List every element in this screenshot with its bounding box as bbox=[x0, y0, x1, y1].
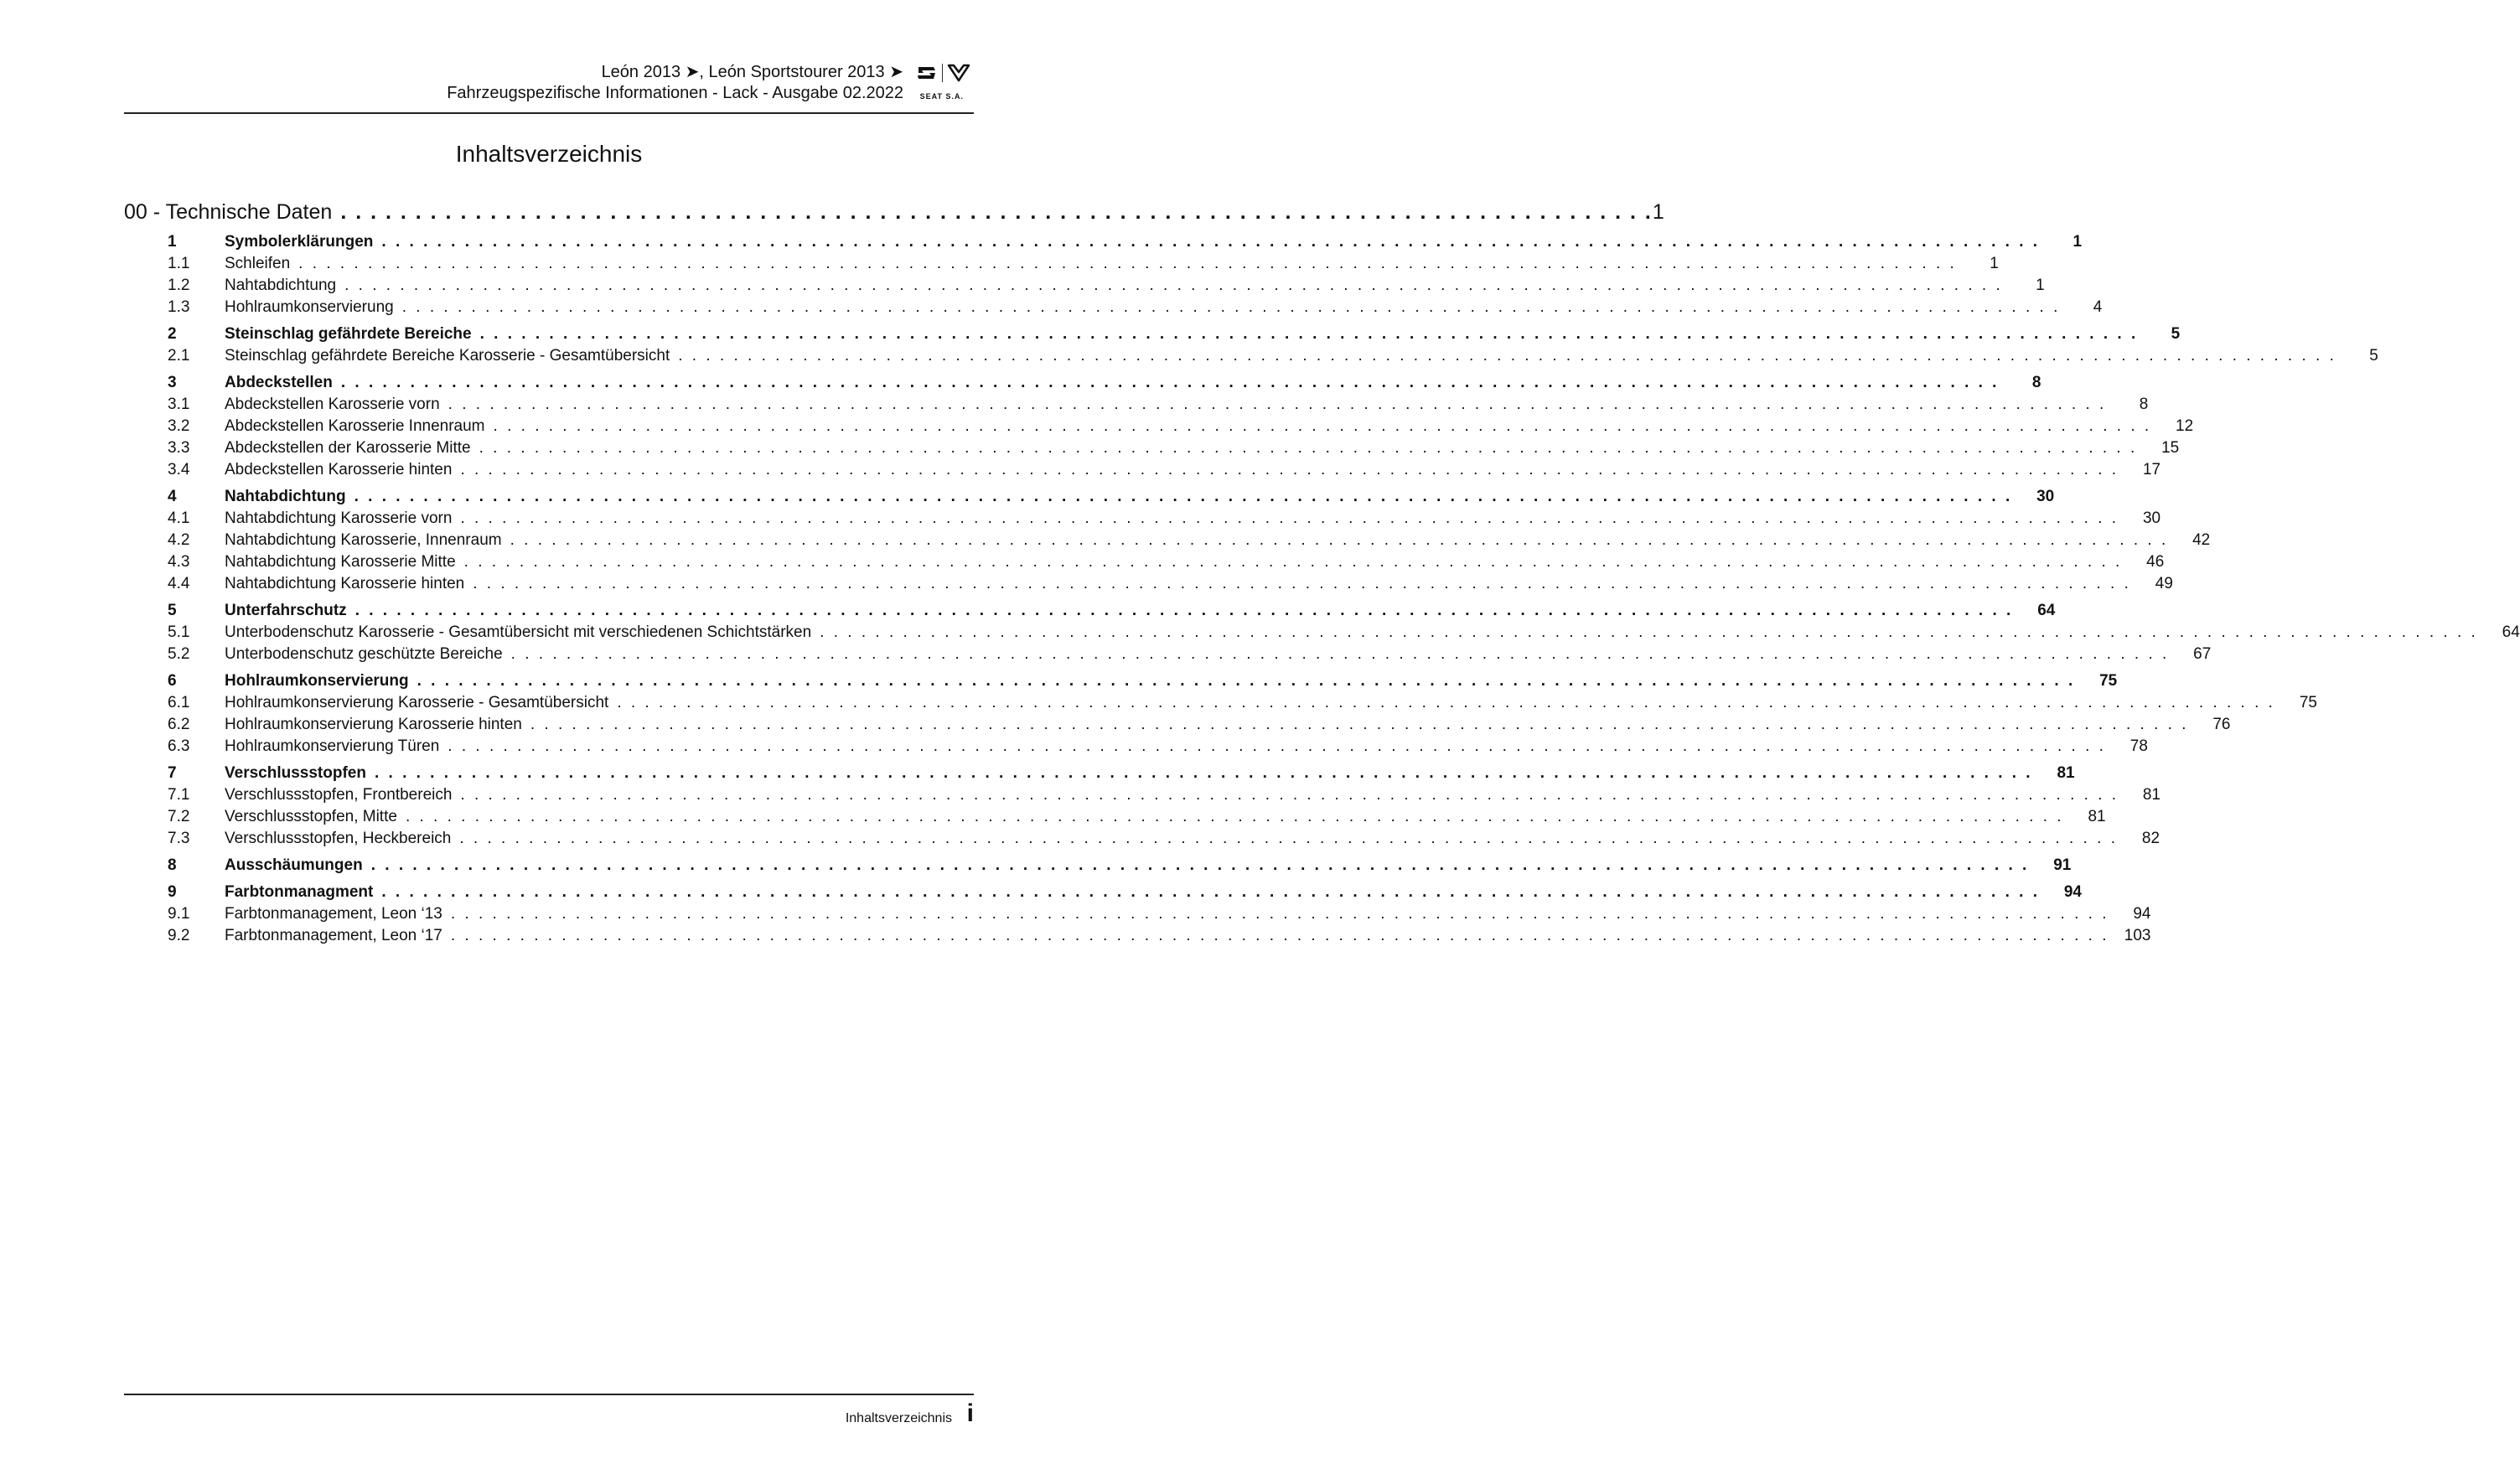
toc-entry-number: 9.2 bbox=[168, 927, 190, 944]
toc-dot-leader: . . . . . . . . . . . . . . . . . . . . . . . . . . . . . . . . . . . . . . . . . . . . . . . . . . . . . . . . . . . . . . . . . . . . . . . . . . . . . . . . . . . . . . . . . . . . . . . . . . . . . . . . . . . . . . . . . . . . . . . . bbox=[450, 927, 2109, 944]
logo-caption: SEAT S.A. bbox=[919, 92, 964, 101]
toc-dot-leader: . . . . . . . . . . . . . . . . . . . . . . . . . . . . . . . . . . . . . . . . . . . . . . . . . . . . . . . . . . . . . . . . . . . . . . . . . . . . . . . . . . . . . . . . . . . . . . . . . . . . . . . . . . . . . . . . . . . . . . . . bbox=[617, 694, 2275, 711]
toc-entry-title: Steinschlag gefährdete Bereiche Karosserie - Gesamtübersicht bbox=[225, 347, 670, 365]
toc-subsection-row[interactable] bbox=[124, 573, 2173, 595]
toc-entry-page: 64 bbox=[2037, 602, 2056, 619]
toc-dot-leader: . . . . . . . . . . . . . . . . . . . . . . . . . . . . . . . . . . . . . . . . . . . . . . . . . . . . . . . . . . . . . . . . . . . . . . . . . . . . . . . . . . . . . . . . bbox=[340, 200, 1653, 224]
toc-section-row[interactable] bbox=[124, 855, 2072, 877]
toc-chapter-page: 1 bbox=[1652, 200, 1664, 224]
toc-dot-leader: . . . . . . . . . . . . . . . . . . . . . . . . . . . . . . . . . . . . . . . . . . . . . . . . . . . . . . . . . . . . . . . . . . . . . . . . . . . . . . . . . . . . . . . . . . . . . . . . . . . . . . . . . . . . . . . . . . . . . . . . bbox=[678, 347, 2336, 365]
toc-entry-number: 6.3 bbox=[168, 737, 190, 755]
toc-subsection-row[interactable] bbox=[124, 437, 2180, 459]
toc-entry-title: Farbtonmanagement, Leon ‘13 bbox=[225, 905, 442, 923]
toc-entry-number: 1.3 bbox=[168, 298, 190, 316]
toc-entry-page: 8 bbox=[2139, 396, 2149, 413]
toc-entry-number: 4.3 bbox=[168, 553, 190, 571]
toc-dot-leader: . . . . . . . . . . . . . . . . . . . . . . . . . . . . . . . . . . . . . . . . . . . . . . . . . . . . . . . . . . . . . . . . . . . . . . . . . . . . . . . . . . . . . . . . . . . . . . . . . . . . . . . . . . . . . . . . . . . . . . . . bbox=[354, 488, 2013, 505]
toc-entry-number: 5.1 bbox=[168, 623, 190, 641]
toc-subsection-row[interactable] bbox=[124, 394, 2149, 416]
toc-dot-leader: . . . . . . . . . . . . . . . . . . . . . . . . . . . . . . . . . . . . . . . . . . . . . . . . . . . . . . . . . . . . . . . . . . . . . . . . . . . . . . . . . . . . . . . . . . . . . . . . . . . . . . . . . . . . . . . . . . . . . . . . bbox=[510, 645, 2170, 663]
toc-entry-title: Farbtonmanagment bbox=[225, 883, 374, 901]
toc-entry-title: Abdeckstellen Karosserie Innenraum bbox=[225, 417, 485, 435]
toc-dot-leader: . . . . . . . . . . . . . . . . . . . . . . . . . . . . . . . . . . . . . . . . . . . . . . . . . . . . . . . . . . . . . . . . . . . . . . . . . . . . . . . . . . . . . . . . . . . . . . . . . . . . . . . . . . . . . . . . . . . . . . . . bbox=[417, 672, 2076, 690]
toc-entry-page: 8 bbox=[2031, 374, 2041, 391]
toc-dot-leader: . . . . . . . . . . . . . . . . . . . . . . . . . . . . . . . . . . . . . . . . . . . . . . . . . . . . . . . . . . . . . . . . . . . . . . . . . . . . . . . . . . . . . . . . . . . . . . . . . . . . . . . . . . . . . . . . . . . . . . . . bbox=[340, 374, 2000, 391]
toc-entry-page: 1 bbox=[1990, 255, 1999, 272]
page-title: Inhaltsverzeichnis bbox=[455, 141, 643, 167]
toc-entry-title: Hohlraumkonservierung Karosserie - Gesamtübersicht bbox=[225, 694, 609, 711]
toc-entry-title: Verschlussstopfen, Heckbereich bbox=[225, 830, 452, 847]
toc-entry-page: 81 bbox=[2088, 808, 2106, 825]
toc-subsection-row[interactable] bbox=[124, 784, 2161, 806]
toc-entry-number: 4.2 bbox=[168, 531, 190, 549]
toc-subsection-row[interactable] bbox=[124, 297, 2103, 318]
toc-entry-number: 9 bbox=[168, 883, 177, 901]
toc-entry-page: 91 bbox=[2053, 856, 2072, 874]
toc-subsection-row[interactable] bbox=[124, 508, 2161, 530]
toc-entry-page: 78 bbox=[2129, 737, 2148, 755]
toc-dot-leader: . . . . . . . . . . . . . . . . . . . . . . . . . . . . . . . . . . . . . . . . . . . . . . . . . . . . . . . . . . . . . . . . . . . . . . . . . . . . . . . . . . . . . . . . . . . . . . . . . . . . . . . . . . . . . . . . . . . . . . . . bbox=[479, 439, 2138, 457]
toc-entry-number: 5.2 bbox=[168, 645, 190, 663]
toc-entry-page: 49 bbox=[2155, 575, 2173, 592]
toc-entry-number: 2.1 bbox=[168, 347, 190, 365]
toc-dot-leader: . . . . . . . . . . . . . . . . . . . . . . . . . . . . . . . . . . . . . . . . . . . . . . . . . . . . . . . . . . . . . . . . . . . . . . . . . . . . . . . . . . . . . . . . . . . . . . . . . . . . . . . . . . . . . . . . . . . . . . . . bbox=[530, 716, 2189, 733]
toc-dot-leader: . . . . . . . . . . . . . . . . . . . . . . . . . . . . . . . . . . . . . . . . . . . . . . . . . . . . . . . . . . . . . . . . . . . . . . . . . . . . . . . . . . . . . . . . . . . . . . . . . . . . . . . . . . . . . . . . . . . . . . . . bbox=[459, 830, 2119, 847]
toc-subsection-row[interactable] bbox=[124, 253, 1999, 275]
toc-dot-leader: . . . . . . . . . . . . . . . . . . . . . . . . . . . . . . . . . . . . . . . . . . . . . . . . . . . . . . . . . . . . . . . . . . . . . . . . . . . . . . . . . . . . . . . . . . . . . . . . . . . . . . . . . . . . . . . . . . . . . . . . bbox=[354, 602, 2014, 619]
toc-entry-page: 67 bbox=[2193, 645, 2212, 663]
toc-entry-title: Nahtabdichtung bbox=[225, 488, 346, 505]
toc-entry-number: 2 bbox=[168, 325, 177, 343]
toc-entry-number: 6 bbox=[168, 672, 177, 690]
toc-subsection-row[interactable] bbox=[124, 692, 2317, 714]
toc-subsection-row[interactable] bbox=[124, 530, 2211, 551]
toc-dot-leader: . . . . . . . . . . . . . . . . . . . . . . . . . . . . . . . . . . . . . . . . . . . . . . . . . . . . . . . . . . . . . . . . . . . . . . . . . . . . . . . . . . . . . . . . . . . . . . . . . . . . . . . . . . . . . . . . . . . . . . . . bbox=[450, 905, 2109, 923]
toc-subsection-row[interactable] bbox=[124, 903, 2151, 925]
toc-section-row[interactable] bbox=[124, 486, 2055, 508]
toc-subsection-row[interactable] bbox=[124, 714, 2231, 736]
header-rule bbox=[124, 112, 974, 114]
toc-dot-leader: . . . . . . . . . . . . . . . . . . . . . . . . . . . . . . . . . . . . . . . . . . . . . . . . . . . . . . . . . . . . . . . . . . . . . . . . . . . . . . . . . . . . . . . . . . . . . . . . . . . . . . . . . . . . . . . . . . . . . . . . bbox=[510, 531, 2169, 549]
toc-entry-number: 3 bbox=[168, 374, 177, 391]
toc-dot-leader: . . . . . . . . . . . . . . . . . . . . . . . . . . . . . . . . . . . . . . . . . . . . . . . . . . . . . . . . . . . . . . . . . . . . . . . . . . . . . . . . . . . . . . . . . . . . . . . . . . . . . . . . . . . . . . . . . . . . . . . . bbox=[479, 325, 2139, 343]
toc-entry-title: Verschlussstopfen, Mitte bbox=[225, 808, 397, 825]
toc-entry-number: 3.2 bbox=[168, 417, 190, 435]
toc-entry-title: Hohlraumkonservierung Karosserie hinten bbox=[225, 716, 522, 733]
toc-entry-number: 6.1 bbox=[168, 694, 190, 711]
footer-rule bbox=[124, 1394, 974, 1395]
toc-entry-title: Abdeckstellen Karosserie hinten bbox=[225, 461, 453, 478]
toc-subsection-row[interactable] bbox=[124, 275, 2045, 297]
toc-entry-title: Nahtabdichtung Karosserie, Innenraum bbox=[225, 531, 502, 549]
toc-entry-page: 30 bbox=[2036, 488, 2055, 505]
toc-entry-number: 7.1 bbox=[168, 786, 190, 804]
toc-subsection-row[interactable] bbox=[124, 551, 2165, 573]
toc-dot-leader: . . . . . . . . . . . . . . . . . . . . . . . . . . . . . . . . . . . . . . . . . . . . . . . . . . . . . . . . . . . . . . . . . . . . . . . . . . . . . . . . . . . . . . . . . . . . . . . . . . . . . . . . . . . . . . . . . . . . . . . . bbox=[298, 255, 1957, 272]
toc-entry-title: Farbtonmanagement, Leon ‘17 bbox=[225, 927, 442, 944]
toc-subsection-row[interactable] bbox=[124, 828, 2160, 850]
toc-dot-leader: . . . . . . . . . . . . . . . . . . . . . . . . . . . . . . . . . . . . . . . . . . . . . . . . . . . . . . . . . . . . . . . . . . . . . . . . . . . . . . . . . . . . . . . . . . . . . . . . . . . . . . . . . . . . . . . . . . . . . . . . bbox=[381, 233, 2041, 251]
toc-entry-title: Hohlraumkonservierung Türen bbox=[225, 737, 440, 755]
toc-dot-leader: . . . . . . . . . . . . . . . . . . . . . . . . . . . . . . . . . . . . . . . . . . . . . . . . . . . . . . . . . . . . . . . . . . . . . . . . . . . . . . . . . . . . . . . . . . . . . . . . . . . . . . . . . . . . . . . . . . . . . . . . bbox=[448, 396, 2107, 413]
toc-entry-title: Abdeckstellen der Karosserie Mitte bbox=[225, 439, 471, 457]
header-vehicle-line: León 2013 ➤, León Sportstourer 2013 ➤ bbox=[601, 63, 903, 81]
toc-dot-leader: . . . . . . . . . . . . . . . . . . . . . . . . . . . . . . . . . . . . . . . . . . . . . . . . . . . . . . . . . . . . . . . . . . . . . . . . . . . . . . . . . . . . . . . . . . . . . . . . . . . . . . . . . . . . . . . . . . . . . . . . bbox=[344, 277, 2003, 294]
toc-dot-leader: . . . . . . . . . . . . . . . . . . . . . . . . . . . . . . . . . . . . . . . . . . . . . . . . . . . . . . . . . . . . . . . . . . . . . . . . . . . . . . . . . . . . . . . . . . . . . . . . . . . . . . . . . . . . . . . . . . . . . . . . bbox=[820, 623, 2478, 641]
toc-entry-title: Abdeckstellen Karosserie vorn bbox=[225, 396, 440, 413]
toc-section-row[interactable] bbox=[124, 763, 2075, 784]
toc-entry-page: 46 bbox=[2146, 553, 2165, 571]
toc-dot-leader: . . . . . . . . . . . . . . . . . . . . . . . . . . . . . . . . . . . . . . . . . . . . . . . . . . . . . . . . . . . . . . . . . . . . . . . . . . . . . . . . . . . . . . . . . . . . . . . . . . . . . . . . . . . . . . . . . . . . . . . . bbox=[460, 786, 2119, 804]
toc-entry-title: Steinschlag gefährdete Bereiche bbox=[225, 325, 472, 343]
toc-entry-title: Nahtabdichtung Karosserie hinten bbox=[225, 575, 465, 592]
toc-section-row[interactable] bbox=[124, 372, 2041, 394]
toc-entry-page: 5 bbox=[2369, 347, 2378, 365]
header-text bbox=[447, 62, 903, 104]
toc-entry-page: 76 bbox=[2212, 716, 2231, 733]
header-publication-line: Fahrzeugspezifische Informationen - Lack - Ausgabe 02.2022 bbox=[447, 84, 903, 102]
seat-cupra-logo bbox=[915, 62, 974, 112]
toc-dot-leader: . . . . . . . . . . . . . . . . . . . . . . . . . . . . . . . . . . . . . . . . . . . . . . . . . . . . . . . . . . . . . . . . . . . . . . . . . . . . . . . . . . . . . . . . . . . . . . . . . . . . . . . . . . . . . . . . . . . . . . . . bbox=[473, 575, 2131, 592]
toc-entry-number: 4 bbox=[168, 488, 177, 505]
toc-entry-page: 64 bbox=[2502, 623, 2520, 641]
toc-entry-number: 3.1 bbox=[168, 396, 190, 413]
toc-entry-page: 75 bbox=[2099, 672, 2118, 690]
toc-dot-leader: . . . . . . . . . . . . . . . . . . . . . . . . . . . . . . . . . . . . . . . . . . . . . . . . . . . . . . . . . . . . . . . . . . . . . . . . . . . . . . . . . . . . . . . . . . . . . . . . . . . . . . . . . . . . . . . . . . . . . . . . bbox=[448, 737, 2106, 755]
toc-entry-page: 1 bbox=[2072, 233, 2083, 251]
toc-dot-leader: . . . . . . . . . . . . . . . . . . . . . . . . . . . . . . . . . . . . . . . . . . . . . . . . . . . . . . . . . . . . . . . . . . . . . . . . . . . . . . . . . . . . . . . . . . . . . . . . . . . . . . . . . . . . . . . . . . . . . . . . bbox=[405, 808, 2064, 825]
toc-entry-title: Nahtabdichtung Karosserie Mitte bbox=[225, 553, 456, 571]
toc-section-row[interactable] bbox=[124, 323, 2181, 345]
toc-subsection-row[interactable] bbox=[124, 736, 2148, 758]
toc-subsection-row[interactable] bbox=[124, 925, 2151, 947]
toc-entry-title: Unterbodenschutz Karosserie - Gesamtübersicht mit verschiedenen Schichtstärken bbox=[225, 623, 812, 641]
toc-entries bbox=[124, 231, 2520, 947]
toc-dot-leader: . . . . . . . . . . . . . . . . . . . . . . . . . . . . . . . . . . . . . . . . . . . . . . . . . . . . . . . . . . . . . . . . . . . . . . . . . . . . . . . . . . . . . . . . . . . . . . . . . . . . . . . . . . . . . . . . . . . . . . . . bbox=[463, 553, 2123, 571]
toc-subsection-row[interactable] bbox=[124, 622, 2520, 644]
toc-section-row[interactable] bbox=[124, 600, 2056, 622]
toc-entry-title: Nahtabdichtung Karosserie vorn bbox=[225, 509, 453, 527]
page-header bbox=[124, 62, 974, 112]
toc-dot-leader: . . . . . . . . . . . . . . . . . . . . . . . . . . . . . . . . . . . . . . . . . . . . . . . . . . . . . . . . . . . . . . . . . . . . . . . . . . . . . . . . . . . . . . . . . . . . . . . . . . . . . . . . . . . . . . . . . . . . . . . . bbox=[381, 883, 2040, 901]
toc-entry-title: Verschlussstopfen bbox=[225, 764, 366, 782]
toc-subsection-row[interactable] bbox=[124, 345, 2378, 367]
toc-entry-number: 6.2 bbox=[168, 716, 190, 733]
toc-entry-page: 15 bbox=[2161, 439, 2180, 457]
toc-entry-title: Schleifen bbox=[225, 255, 291, 272]
toc-entry-number: 5 bbox=[168, 602, 177, 619]
toc-entry-title: Symbolerklärungen bbox=[225, 233, 374, 251]
toc-dot-leader: . . . . . . . . . . . . . . . . . . . . . . . . . . . . . . . . . . . . . . . . . . . . . . . . . . . . . . . . . . . . . . . . . . . . . . . . . . . . . . . . . . . . . . . . . . . . . . . . . . . . . . . . . . . . . . . . . . . . . . . . bbox=[460, 509, 2119, 527]
toc-entry-title: Ausschäumungen bbox=[225, 856, 363, 874]
toc-section-row[interactable] bbox=[124, 231, 2083, 253]
toc-entry-title: Verschlussstopfen, Frontbereich bbox=[225, 786, 453, 804]
toc-section-row[interactable] bbox=[124, 670, 2118, 692]
toc-entry-number: 3.4 bbox=[168, 461, 190, 478]
toc-entry-number: 4.4 bbox=[168, 575, 190, 592]
toc-entry-page: 81 bbox=[2057, 764, 2075, 782]
toc-entry-number: 4.1 bbox=[168, 509, 190, 527]
toc-entry-number: 7 bbox=[168, 764, 177, 782]
toc-entry-page: 4 bbox=[2093, 298, 2103, 316]
footer-page-number: i bbox=[966, 1399, 974, 1427]
toc-entry-page: 42 bbox=[2192, 531, 2211, 549]
toc-entry-page: 81 bbox=[2142, 786, 2161, 804]
toc-entry-page: 5 bbox=[2171, 325, 2181, 343]
toc-entry-title: Unterbodenschutz geschützte Bereiche bbox=[225, 645, 503, 663]
toc-entry-page: 12 bbox=[2176, 417, 2194, 435]
toc-entry-number: 9.1 bbox=[168, 905, 190, 923]
toc-entry-number: 7.3 bbox=[168, 830, 190, 847]
toc-entry-title: Hohlraumkonservierung bbox=[225, 672, 409, 690]
footer-label: Inhaltsverzeichnis bbox=[845, 1411, 952, 1425]
toc-dot-leader: . . . . . . . . . . . . . . . . . . . . . . . . . . . . . . . . . . . . . . . . . . . . . . . . . . . . . . . . . . . . . . . . . . . . . . . . . . . . . . . . . . . . . . . . . . . . . . . . . . . . . . . . . . . . . . . . . . . . . . . . bbox=[401, 298, 2061, 316]
toc-entry-page: 94 bbox=[2063, 883, 2082, 901]
toc-subsection-row[interactable] bbox=[124, 459, 2161, 481]
toc-entry-page: 30 bbox=[2142, 509, 2161, 527]
toc-chapter[interactable] bbox=[124, 198, 1664, 226]
table-of-contents bbox=[124, 198, 2520, 947]
toc-entry-page: 103 bbox=[2124, 927, 2151, 944]
toc-entry-number: 3.3 bbox=[168, 439, 190, 457]
seat-cupra-logo-icon bbox=[915, 62, 974, 92]
toc-chapter-title: 00 - Technische Daten bbox=[124, 200, 333, 224]
toc-entry-number: 1.2 bbox=[168, 277, 190, 294]
toc-dot-leader: . . . . . . . . . . . . . . . . . . . . . . . . . . . . . . . . . . . . . . . . . . . . . . . . . . . . . . . . . . . . . . . . . . . . . . . . . . . . . . . . . . . . . . . . . . . . . . . . . . . . . . . . . . . . . . . . . . . . . . . . bbox=[374, 764, 2033, 782]
toc-entry-page: 75 bbox=[2299, 694, 2317, 711]
toc-entry-page: 1 bbox=[2036, 277, 2045, 294]
toc-entry-title: Hohlraumkonservierung bbox=[225, 298, 394, 316]
toc-section-row[interactable] bbox=[124, 882, 2082, 903]
toc-entry-number: 7.2 bbox=[168, 808, 190, 825]
toc-entry-page: 17 bbox=[2142, 461, 2161, 478]
toc-entry-page: 82 bbox=[2141, 830, 2160, 847]
toc-entry-title: Abdeckstellen bbox=[225, 374, 333, 391]
toc-dot-leader: . . . . . . . . . . . . . . . . . . . . . . . . . . . . . . . . . . . . . . . . . . . . . . . . . . . . . . . . . . . . . . . . . . . . . . . . . . . . . . . . . . . . . . . . . . . . . . . . . . . . . . . . . . . . . . . . . . . . . . . . bbox=[370, 856, 2030, 874]
toc-entry-number: 8 bbox=[168, 856, 177, 874]
toc-entry-title: Unterfahrschutz bbox=[225, 602, 347, 619]
toc-entry-page: 94 bbox=[2133, 905, 2151, 923]
toc-subsection-row[interactable] bbox=[124, 806, 2106, 828]
toc-entry-title: Nahtabdichtung bbox=[225, 277, 337, 294]
toc-entry-number: 1.1 bbox=[168, 255, 190, 272]
toc-subsection-row[interactable] bbox=[124, 644, 2212, 665]
toc-subsection-row[interactable] bbox=[124, 416, 2194, 437]
toc-entry-number: 1 bbox=[168, 233, 177, 251]
toc-dot-leader: . . . . . . . . . . . . . . . . . . . . . . . . . . . . . . . . . . . . . . . . . . . . . . . . . . . . . . . . . . . . . . . . . . . . . . . . . . . . . . . . . . . . . . . . . . . . . . . . . . . . . . . . . . . . . . . . . . . . . . . . bbox=[460, 461, 2119, 478]
toc-dot-leader: . . . . . . . . . . . . . . . . . . . . . . . . . . . . . . . . . . . . . . . . . . . . . . . . . . . . . . . . . . . . . . . . . . . . . . . . . . . . . . . . . . . . . . . . . . . . . . . . . . . . . . . . . . . . . . . . . . . . . . . . bbox=[493, 417, 2152, 435]
